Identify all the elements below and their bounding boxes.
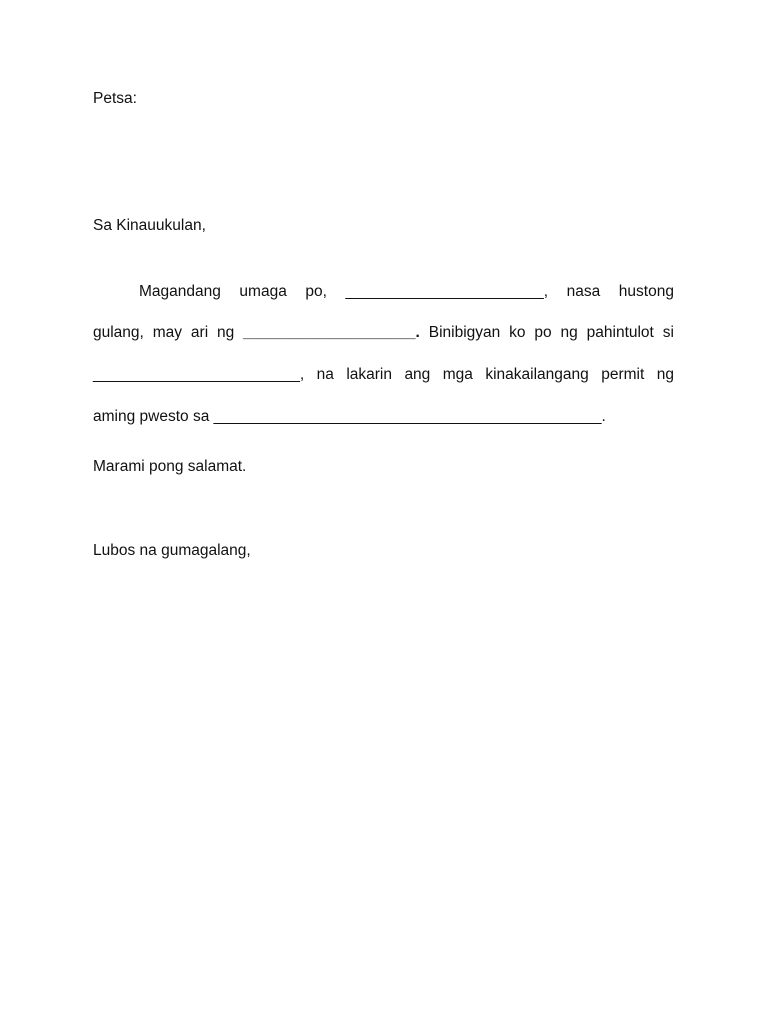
salutation: Sa Kinauukulan, [93,217,206,234]
word: lakarin [346,366,392,383]
word: po [534,324,552,341]
word: si [662,324,674,341]
word: ng [217,324,235,341]
paragraph-line-1 [139,282,674,302]
representative-blank: ________________________, [93,366,305,383]
word: pahintulot [586,324,654,341]
word: ko [509,324,526,341]
word: ang [404,366,431,383]
word: hustong [618,283,674,300]
word: may [152,324,183,341]
property-blank: ____________________. [243,324,420,341]
word: ng [560,324,578,341]
word: ng [656,366,674,383]
closing-line: Lubos na gumagalang, [93,542,251,559]
word: permit [601,366,645,383]
word: kinakailangang [485,366,589,383]
word: umaga [239,283,287,300]
thanks-line: Marami pong salamat. [93,458,247,475]
word: mga [442,366,473,383]
word: na [316,366,334,383]
word: po, [305,283,327,300]
word: Binibigyan [428,324,501,341]
word: Magandang [139,283,221,300]
word: gulang, [93,324,144,341]
paragraph-line-2 [93,323,674,343]
word: nasa [566,283,601,300]
paragraph-line-3 [93,365,674,385]
name-blank: _______________________, [345,283,549,300]
date-label: Petsa: [93,90,137,107]
word: ari [190,324,209,341]
paragraph-line-4: aming pwesto sa _____________________________________________. [93,408,606,425]
